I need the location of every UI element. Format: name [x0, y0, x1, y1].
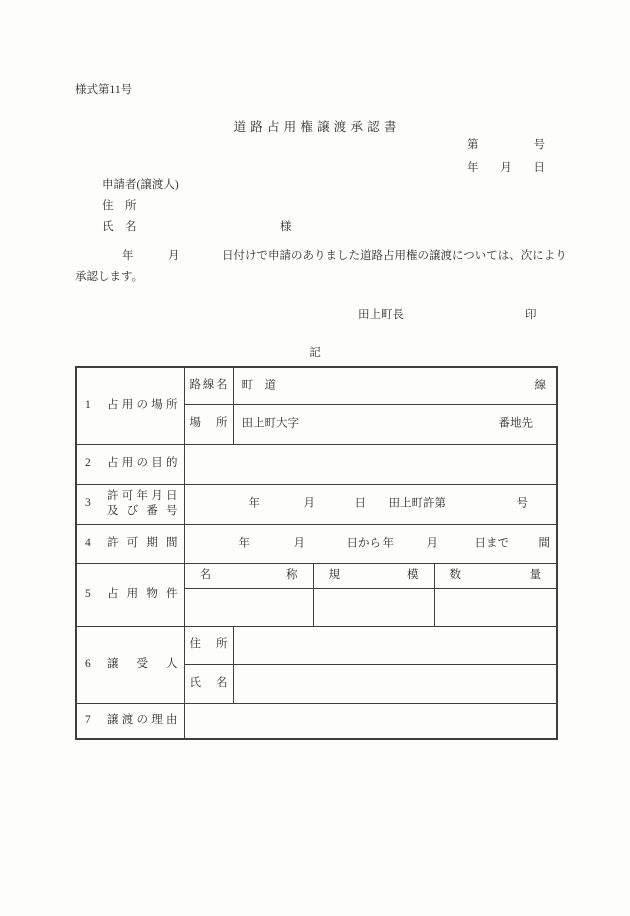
row3-value-cell — [184, 484, 557, 524]
object-scale-header-cell — [313, 563, 434, 588]
row7-number: 7 — [85, 714, 91, 726]
table-row-7 — [76, 703, 557, 739]
row3-label-cell — [76, 484, 184, 524]
row2-value-cell — [184, 444, 557, 484]
signature-line — [0, 310, 630, 323]
date-line — [467, 163, 545, 175]
period-duration-label: 間 — [538, 536, 550, 549]
row5-label-cell — [76, 563, 184, 626]
body-paragraph-line2: 承認します。 — [75, 271, 144, 283]
place-label: 場 所 — [189, 417, 228, 430]
permit-month-label: 月 — [303, 497, 315, 510]
route-name-label-cell — [184, 367, 233, 404]
applicant-heading: 申請者(譲渡人) — [102, 179, 179, 191]
place-value-suffix: 番地先 — [498, 417, 533, 430]
row2-number: 2 — [85, 457, 91, 470]
document-number-line — [467, 140, 545, 152]
applicant-address-label: 住 所 — [102, 200, 137, 212]
transferee-address-label: 住 所 — [189, 638, 228, 651]
route-name-value-suffix: 線 — [534, 379, 546, 391]
place-label-cell — [184, 404, 233, 444]
mayor-title: 田上町長 — [358, 309, 404, 321]
table-row-6a — [76, 626, 557, 664]
row6-label: 譲 受 人 — [107, 657, 178, 670]
route-name-label: 路 線 名 — [189, 379, 228, 391]
body-text: 日付けで申請のありました道路占用権の譲渡については、次により — [222, 250, 567, 262]
approval-table — [75, 366, 558, 740]
document-number-prefix: 第 — [467, 139, 479, 151]
period-start-month-label: 月 — [293, 536, 305, 549]
permit-number-prefix: 田上町許第 — [388, 497, 446, 510]
transferee-name-label-cell — [184, 664, 233, 703]
transferee-name-label: 氏 名 — [189, 676, 228, 689]
body-month-label: 月 — [168, 250, 180, 262]
row6-number: 6 — [85, 657, 91, 670]
period-end-month-label: 月 — [426, 536, 438, 549]
table-row-4 — [76, 524, 557, 563]
row7-label-cell — [76, 703, 184, 739]
object-scale-header: 規 模 — [328, 568, 419, 581]
body-year-label: 年 — [122, 250, 134, 262]
seal-label: 印 — [525, 309, 537, 321]
object-quantity-header: 数 量 — [449, 568, 541, 581]
period-end-year-label: 年 — [382, 536, 394, 549]
period-start-day-label: 日から — [346, 536, 381, 549]
form-number: 様式第11号 — [75, 84, 133, 96]
object-quantity-value-cell — [434, 588, 557, 626]
object-name-header: 名 称 — [199, 568, 298, 581]
row3-number: 3 — [85, 497, 91, 510]
object-quantity-header-cell — [434, 563, 557, 588]
row1-label-cell — [76, 367, 184, 444]
transferee-name-value-cell — [233, 664, 557, 703]
permit-year-label: 年 — [248, 497, 260, 510]
transferee-address-label-cell — [184, 626, 233, 664]
place-value-prefix: 田上町大字 — [241, 417, 299, 430]
applicant-name-label: 氏 名 — [102, 221, 137, 233]
row4-value-cell — [184, 524, 557, 563]
date-year-label: 年 — [467, 162, 479, 174]
period-start-year-label: 年 — [238, 536, 250, 549]
row6-label-cell — [76, 626, 184, 703]
place-value-cell — [233, 404, 557, 444]
row2-label-cell — [76, 444, 184, 484]
date-month-label: 月 — [500, 162, 512, 174]
permit-number-suffix: 号 — [516, 497, 528, 510]
row3-label-line2: 及 び 番 号 — [107, 504, 178, 517]
body-paragraph-line1 — [0, 251, 630, 264]
permit-day-label: 日 — [354, 497, 366, 510]
table-row-1a — [76, 367, 557, 404]
row7-value-cell — [184, 703, 557, 739]
table-row-2 — [76, 444, 557, 484]
row1-label: 占 用 の 場 所 — [107, 399, 178, 411]
row5-number: 5 — [85, 587, 91, 600]
row1-number: 1 — [85, 399, 91, 411]
document-number-suffix: 号 — [533, 139, 545, 151]
row7-label: 譲 渡 の 理 由 — [107, 714, 178, 726]
object-name-header-cell — [184, 563, 313, 588]
object-name-value-cell — [184, 588, 313, 626]
table-row-5a — [76, 563, 557, 588]
row5-label: 占 用 物 件 — [107, 587, 178, 600]
row4-label: 許 可 期 間 — [107, 536, 178, 549]
row4-label-cell — [76, 524, 184, 563]
row4-number: 4 — [85, 536, 91, 549]
period-end-day-label: 日まで — [474, 536, 509, 549]
table-row-3 — [76, 484, 557, 524]
applicant-name-line — [102, 222, 322, 234]
row3-label-line1: 許 可 年 月 日 — [107, 490, 178, 502]
transferee-address-value-cell — [233, 626, 557, 664]
object-scale-value-cell — [313, 588, 434, 626]
route-name-value-cell — [233, 367, 557, 404]
document-title: 道路占用権譲渡承認書 — [233, 120, 401, 134]
date-day-label: 日 — [533, 162, 545, 174]
row2-label: 占 用 の 目 的 — [107, 457, 178, 470]
list-heading: 記 — [309, 347, 321, 359]
honorific: 様 — [280, 221, 292, 233]
route-name-value-prefix: 町 道 — [241, 379, 276, 391]
